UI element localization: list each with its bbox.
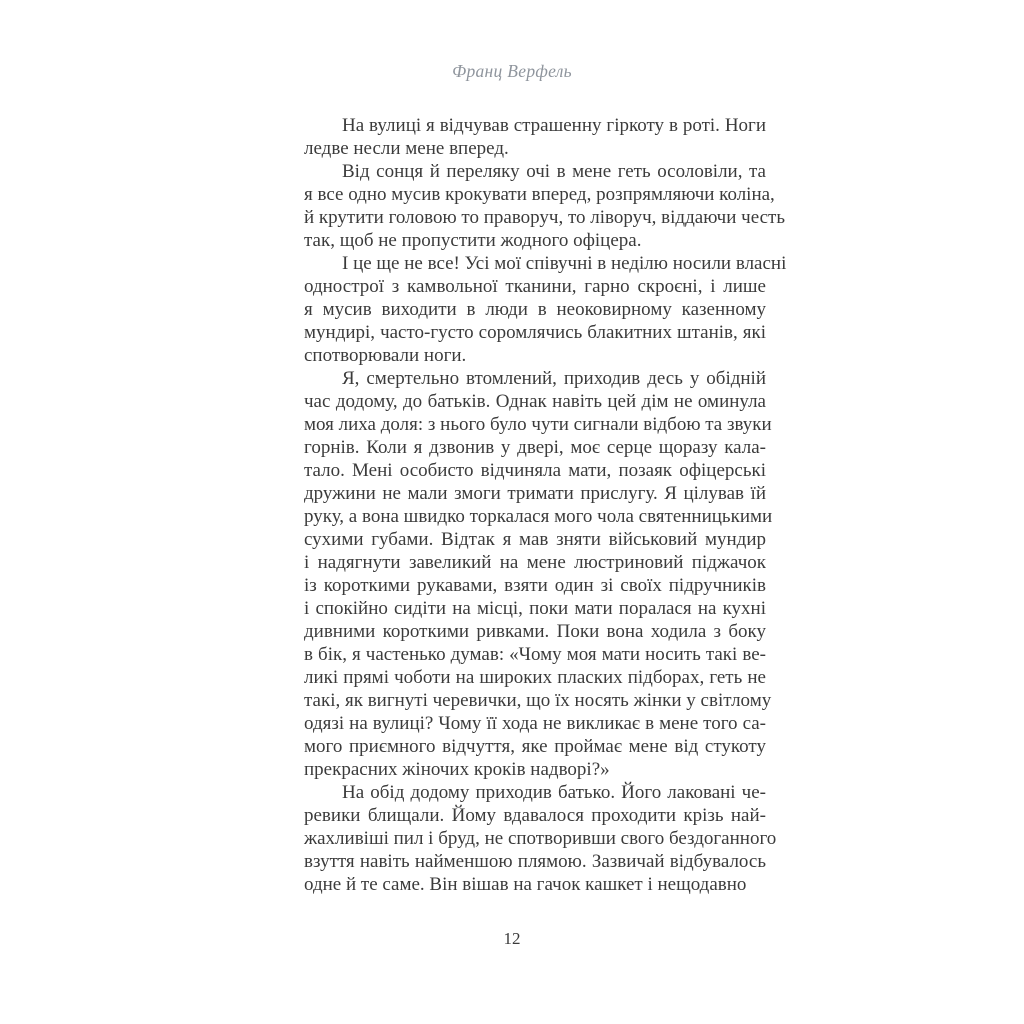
text-line: прекрасних жіночих кроків надворі?»	[304, 759, 610, 780]
text-line: і спокійно сидіти на місці, поки мати поралася на кухні	[304, 598, 766, 619]
text-line: горнів. Коли я дзвонив у двері, моє серце щоразу кала-	[304, 437, 766, 458]
text-line: руку, а вона швидко торкалася мого чола святенницькими	[304, 506, 773, 527]
text-line: ледве несли мене вперед.	[304, 138, 509, 159]
running-header: Франц Верфель	[452, 61, 572, 81]
text-line: я все одно мусив крокувати вперед, розпрямляючи коліна,	[304, 184, 775, 205]
text-line: в бік, я частенько думав: «Чому моя мати носить такі ве-	[304, 644, 766, 665]
text-line: На обід додому приходив батько. Його лаковані че-	[342, 782, 766, 803]
text-line: спотворювали ноги.	[304, 345, 467, 366]
text-line: і надягнути завеликий на мене люстриновий піджачок	[304, 552, 766, 573]
text-line: дивними короткими ривками. Поки вона ходила з боку	[304, 621, 766, 642]
text-line: сухими губами. Відтак я мав зняти військовий мундир	[304, 529, 766, 550]
text-line: такі, як вигнуті черевички, що їх носять жінки у світлому	[304, 690, 772, 711]
text-line: й крутити головою то праворуч, то ліворуч, віддаючи честь	[304, 207, 786, 228]
text-line: жахливіші пил і бруд, не спотворивши свого бездоганного	[304, 828, 777, 849]
text-line: одязі на вулиці? Чому її хода не викликає в мене того са-	[304, 713, 766, 734]
text-line: мундирі, часто-густо соромлячись блакитних штанів, які	[304, 322, 766, 343]
body-text	[304, 114, 787, 896]
text-line: Від сонця й переляку очі в мене геть осоловіли, та	[342, 161, 766, 182]
text-line: дружини не мали змоги тримати прислугу. Я цілував їй	[304, 483, 766, 504]
text-line: так, щоб не пропустити жодного офіцера.	[304, 230, 642, 251]
text-line: час додому, до батьків. Однак навіть цей дім не оминула	[304, 391, 766, 412]
text-line: На вулиці я відчував страшенну гіркоту в роті. Ноги	[342, 115, 766, 136]
text-line: із короткими рукавами, взяти один зі своїх підручників	[304, 575, 766, 596]
text-line: ликі прямі чоботи на широких пласких підборах, геть не	[304, 667, 766, 688]
text-line: однострої з камвольної тканини, гарно скроєні, і лише	[304, 276, 766, 297]
text-line: взуття навіть найменшою плямою. Зазвичай відбувалось	[304, 851, 766, 872]
text-line: ревики блищали. Йому вдавалося проходити крізь най-	[304, 805, 766, 826]
text-line: мого приємного відчуття, яке проймає мене від стукоту	[304, 736, 766, 757]
page-number: 12	[503, 929, 521, 948]
text-line: моя лиха доля: з нього було чути сигнали відбою та звуки	[304, 414, 772, 435]
text-line: тало. Мені особисто відчиняла мати, позаяк офіцерські	[304, 460, 766, 481]
text-line: я мусив виходити в люди в неоковирному казенному	[304, 299, 766, 320]
text-line: одне й те саме. Він вішав на гачок кашкет і нещодавно	[304, 874, 747, 895]
text-line: Я, смертельно втомлений, приходив десь у обідній	[342, 368, 766, 389]
text-line: І це ще не все! Усі мої співучні в неділю носили власні	[342, 253, 787, 274]
